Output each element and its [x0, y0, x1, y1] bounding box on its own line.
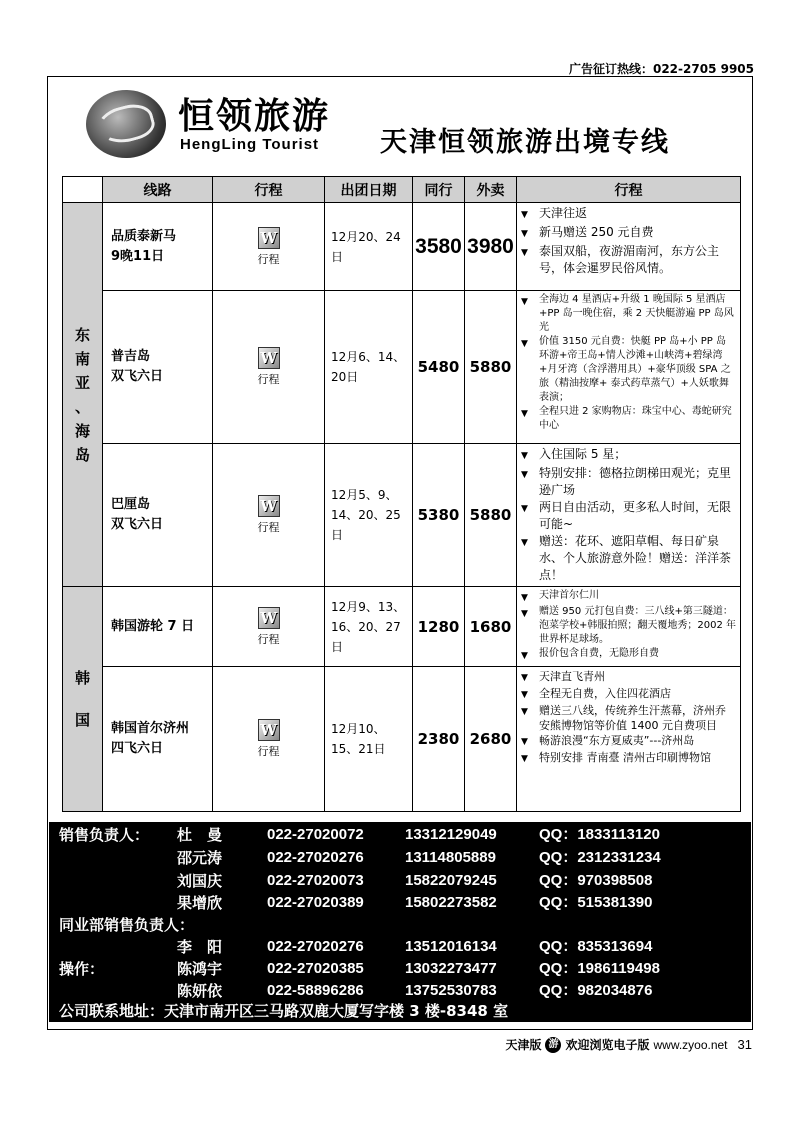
pin-icon: ▼ [521, 229, 528, 239]
peer-price: 3580 [413, 203, 465, 291]
region-korea: 韩 国 [63, 587, 103, 812]
table-row [63, 444, 741, 587]
logo-chinese-name: 恒领旅游 [178, 95, 331, 137]
retail-price: 5880 [465, 444, 517, 587]
route-name: 品质泰新马 9晚11日 [103, 203, 213, 291]
edition-label: 天津版 [505, 1038, 542, 1052]
pin-icon: ▼ [521, 451, 528, 461]
pin-icon: ▼ [521, 538, 528, 548]
sales-label: 销售负责人： [59, 826, 150, 844]
header-departure-date: 出团日期 [325, 177, 413, 203]
retail-price: 2680 [465, 667, 517, 812]
pin-icon: ▼ [521, 409, 528, 419]
retail-price: 1680 [465, 587, 517, 667]
route-name: 普吉岛 双飞六日 [103, 291, 213, 444]
table-row [63, 667, 741, 812]
table-row [63, 587, 741, 667]
tour-table [62, 176, 741, 812]
site-link[interactable]: www.zyoo.net [653, 1037, 728, 1052]
pin-icon: ▼ [521, 737, 528, 747]
pin-icon: ▼ [521, 504, 528, 514]
departure-date: 12月10、15、21日 [325, 667, 413, 812]
peer-price: 2380 [413, 667, 465, 812]
word-document-icon[interactable]: W [258, 495, 280, 517]
itinerary-detail: ▼ 天津直飞青州 ▼ 全程无自费，入住四花酒店 ▼ 赠送三八线，传统养生汗蒸幕，济州乔安熊博物馆等价值 1400 元自费项目 ▼ 畅游浪漫“东方夏威夷”---济州岛 ▼ 特别安排 青南臺 清州古印刷博物馆 [517, 667, 741, 812]
page-footer [505, 1036, 752, 1053]
retail-price: 5880 [465, 291, 517, 444]
pin-icon: ▼ [521, 754, 528, 764]
peer-price: 5380 [413, 444, 465, 587]
pin-icon: ▼ [521, 470, 528, 480]
retail-price: 3980 [465, 203, 517, 291]
company-logo [86, 88, 376, 162]
ad-hotline: 广告征订热线：022-2705 9905 [568, 62, 754, 76]
region-southeast-asia: 东 南 亚 、 海 岛 [63, 203, 103, 587]
dragon-logo-icon [86, 90, 166, 158]
header-retail-price: 外卖 [465, 177, 517, 203]
logo-english-name: HengLing Tourist [180, 136, 320, 153]
page-title: 天津恒领旅游出境专线 [380, 127, 670, 158]
route-name: 韩国游轮 7 日 [103, 587, 213, 667]
peer-price: 5480 [413, 291, 465, 444]
ops-label: 操作： [59, 960, 105, 978]
header-peer-price: 同行 [413, 177, 465, 203]
header-itinerary: 行程 [213, 177, 325, 203]
departure-date: 12月6、14、20日 [325, 291, 413, 444]
welcome-text: 欢迎浏览电子版 [565, 1038, 650, 1052]
pin-icon: ▼ [521, 651, 528, 661]
pin-icon: ▼ [521, 690, 528, 700]
word-document-icon[interactable]: W [258, 719, 280, 741]
page-number: 31 [737, 1037, 752, 1052]
itinerary-detail: ▼ 天津首尔仁川 ▼ 赠送 950 元打包自费：三八线+第三隧道：泡菜学校+韩服拍照；翻天覆地秀；2002 年世界杯足球场。 ▼ 报价包含自费，无隐形自费 [517, 587, 741, 667]
itinerary-doc-link[interactable]: W 行程 [213, 291, 325, 444]
route-name: 韩国首尔济州 四飞六日 [103, 667, 213, 812]
pin-icon: ▼ [521, 248, 528, 258]
departure-date: 12月20、24日 [325, 203, 413, 291]
pin-icon: ▼ [521, 593, 528, 603]
pin-icon: ▼ [521, 609, 528, 619]
itinerary-doc-link[interactable]: W 行程 [213, 667, 325, 812]
contacts-panel: 销售负责人： 杜 曼 022-27020072 13312129049 QQ：1833113120 邵元涛 022-27020276 13114805889 QQ：2312331234 刘国庆 022-27020073 15822079245 QQ：970398508 果增欣 022-27020389 15802273582 QQ：515381390 同业部销售负责人： 李 阳 022-27020276 13512016134 QQ：835313694 操作： 陈鸿宇 022-27020385 13032273477 QQ：1986119498 陈妍依 022-58896286 13752530783 QQ：982034876 公司联系地址：天津市南开区三马路双鹿大厦写字楼 3 楼-8348 室 [49, 822, 751, 1022]
route-name: 巴厘岛 双飞六日 [103, 444, 213, 587]
itinerary-doc-link[interactable]: W 行程 [213, 587, 325, 667]
word-document-icon[interactable]: W [258, 227, 280, 249]
itinerary-detail: ▼ 全海边 4 星酒店+升级 1 晚国际 5 星酒店+PP 岛一晚住宿，乘 2 天快艇游遍 PP 岛风光 ▼ 价值 3150 元自费：快艇 PP 岛+小 PP 岛环游+帝王岛+情人沙滩+山峡湾+碧绿湾+月牙湾（含浮潜用具）+豪华顶级 SPA 之旅（精油按摩+ 泰式药草蒸气）+人妖歌舞表演； ▼ 全程只进 2 家购物店：珠宝中心、毒蛇研究中心 [517, 291, 741, 444]
peer-price: 1280 [413, 587, 465, 667]
pin-icon: ▼ [521, 673, 528, 683]
peer-sales-label: 同业部销售负责人： [59, 916, 195, 934]
departure-date: 12月5、9、14、20、25日 [325, 444, 413, 587]
header-corner [63, 177, 103, 203]
pin-icon: ▼ [521, 210, 528, 220]
edition-badge-icon: 游 [545, 1037, 561, 1053]
itinerary-detail: ▼ 入住国际 5 星； ▼ 特别安排：德格拉朗梯田观光；克里逊广场 ▼ 两日自由活动，更多私人时间，无限可能~ ▼ 赠送：花环、遮阳草帽、每日矿泉水、个人旅游意外险！赠送：洋洋茶点！ [517, 444, 741, 587]
pin-icon: ▼ [521, 339, 528, 349]
itinerary-doc-link[interactable]: W 行程 [213, 444, 325, 587]
itinerary-doc-link[interactable]: W 行程 [213, 203, 325, 291]
header-itinerary-detail: 行程 [517, 177, 741, 203]
pin-icon: ▼ [521, 297, 528, 307]
table-row [63, 291, 741, 444]
pin-icon: ▼ [521, 707, 528, 717]
table-row [63, 203, 741, 291]
header-route: 线路 [103, 177, 213, 203]
word-document-icon[interactable]: W [258, 607, 280, 629]
word-document-icon[interactable]: W [258, 347, 280, 369]
departure-date: 12月9、13、16、20、27日 [325, 587, 413, 667]
itinerary-detail: ▼ 天津往返 ▼ 新马赠送 250 元自费 ▼ 泰国双船，夜游湄南河，东方公主号，体会暹罗民俗风情。 [517, 203, 741, 291]
table-header-row [63, 177, 741, 203]
